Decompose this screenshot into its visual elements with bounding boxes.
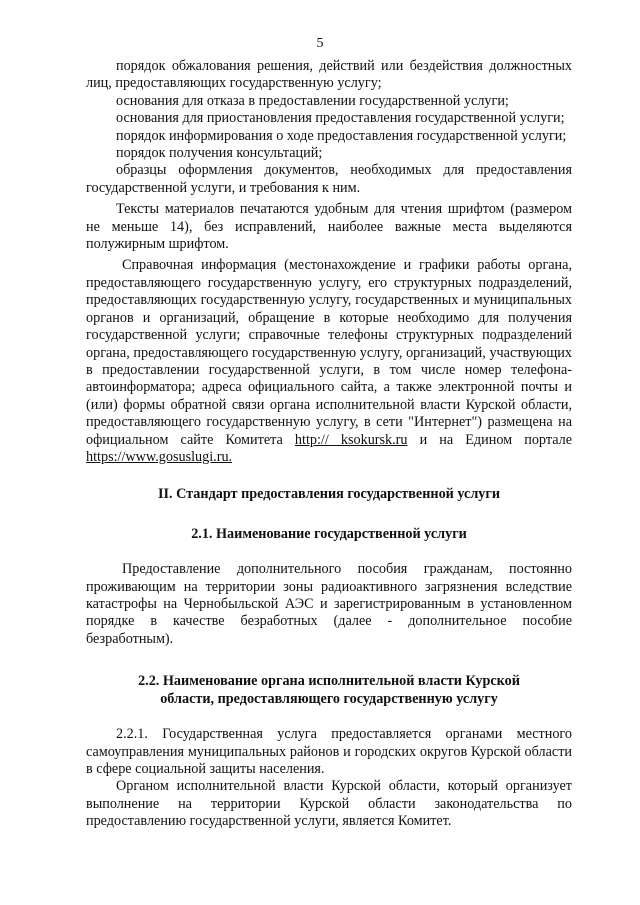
paragraph-committee: Органом исполнительной власти Курской области, который организует выполнение на территории Курской области законодательства по предоставлению государственной услуги, является Комитет.: [86, 778, 572, 830]
service-name-paragraph: Предоставление дополнительного пособия гражданам, постоянно проживающим на территории зоны радиоактивного загрязнения вследствие катастрофы на Чернобыльской АЭС и зарегистрированным в установленном порядке в качестве безработных (далее - дополнительное пособие безработным).: [86, 561, 572, 647]
paragraph-2-2-1: 2.2.1. Государственная услуга предоставляется органами местного самоуправления муниципальных районов и городских округов Курской области в сфере социальной защиты населения.: [86, 726, 572, 777]
reference-info-text: Справочная информация (местонахождение и графики работы органа, предоставляющего государственную услугу, его структурных подразделений, предоставляющих государственную услугу, государственных и муниципальных органов и организаций, обращение в которые необходимо для получения государственной услуги; справочные телефоны структурных подразделений органа, предоставляющего государственную услугу, организаций, участвующих в предоставлении государственной услуги, в том числе номер телефона-автоинформатора; адреса официального сайта, а также электронной почты и (или) формы обратной связи органа исполнительной власти Курской области, предоставляющего государственную услугу, в сети "Интернет") размещена на официальном сайте Комитета: [86, 257, 572, 448]
section-heading: II. Стандарт предоставления государственной услуги: [157, 486, 501, 503]
subsection-heading-line: 2.2. Наименование органа исполнительной власти Курской: [138, 673, 520, 690]
reference-info-middle: и на Едином портале: [407, 431, 573, 448]
page-content: [86, 58, 572, 831]
list-item: порядок получения консультаций;: [116, 145, 323, 162]
committee-site-link[interactable]: http:// ksokursk.ru: [294, 431, 408, 448]
subsection-heading-line: области, предоставляющего государственную услугу: [160, 691, 498, 708]
subsection-heading-2-2: [86, 672, 572, 708]
list-item: порядок информирования о ходе предоставления государственной услуги;: [116, 127, 567, 144]
list-item: образцы оформления документов, необходимых для предоставления государственной услуги, и требования к ним.: [86, 162, 572, 196]
gosuslugi-link[interactable]: https://www.gosuslugi.ru.: [86, 448, 233, 465]
list-item: порядок обжалования решения, действий или бездействия должностных лиц, предоставляющих государственную услугу;: [86, 58, 572, 92]
fonts-paragraph: Тексты материалов печатаются удобным для чтения шрифтом (размером не меньше 14), без исправлений, наиболее важные места выделяются полужирным шрифтом.: [86, 201, 572, 253]
reference-info-paragraph: [86, 257, 572, 466]
subsection-heading-2-1: 2.1. Наименование государственной услуги: [191, 525, 467, 542]
list-item: основания для приостановления предоставления государственной услуги;: [116, 110, 565, 127]
page-number: 5: [316, 36, 324, 51]
list-item: основания для отказа в предоставлении государственной услуги;: [116, 92, 509, 109]
